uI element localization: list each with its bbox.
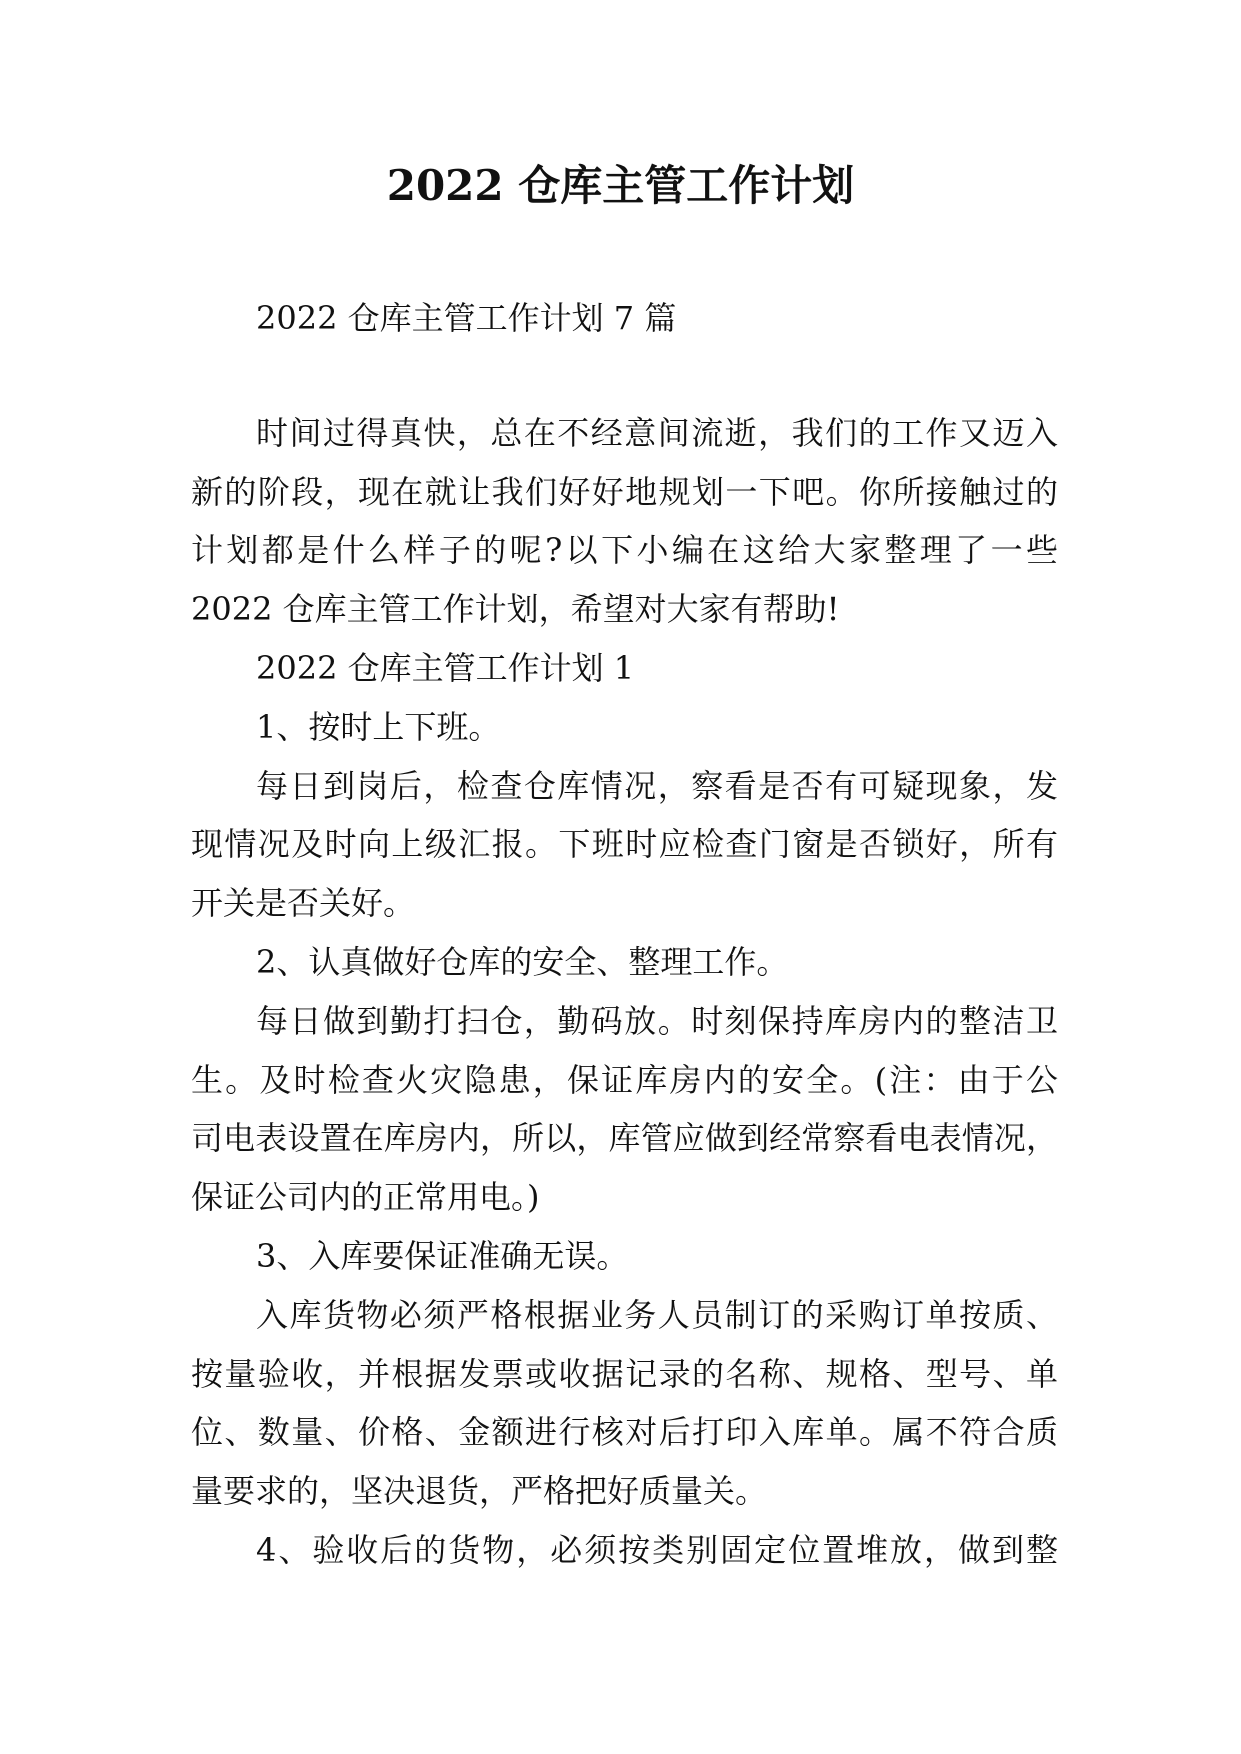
paragraph <box>191 757 1058 933</box>
section-heading <box>191 639 1058 698</box>
text-line: 每日做到勤打扫仓，勤码放。时刻保持库房内的整洁卫 <box>256 1001 1058 1040</box>
text-line: 计划都是什么样子的呢?以下小编在这给大家整理了一些 <box>191 531 1058 570</box>
document-title: 2022 仓库主管工作计划 <box>386 161 855 210</box>
text-line: 3、入库要保证准确无误。 <box>256 1236 629 1275</box>
text-line: 现情况及时向上级汇报。下班时应检查门窗是否锁好，所有 <box>191 825 1058 864</box>
item-heading <box>191 933 1058 992</box>
document-subtitle: 2022 仓库主管工作计划 7 篇 <box>256 299 677 337</box>
paragraph <box>191 1286 1058 1521</box>
text-line: 保证公司内的正常用电。) <box>191 1178 540 1217</box>
paragraph <box>191 992 1058 1227</box>
text-line: 时间过得真快，总在不经意间流逝，我们的工作又迈入 <box>256 413 1058 452</box>
text-line: 按量验收，并根据发票或收据记录的名称、规格、型号、单 <box>191 1354 1058 1393</box>
text-line: 1、按时上下班。 <box>256 707 501 746</box>
text-line: 量要求的，坚决退货，严格把好质量关。 <box>191 1472 768 1511</box>
text-line: 新的阶段，现在就让我们好好地规划一下吧。你所接触过的 <box>191 472 1058 511</box>
text-line: 2022 仓库主管工作计划，希望对大家有帮助! <box>191 590 840 629</box>
text-line: 位、数量、价格、金额进行核对后打印入库单。属不符合质 <box>191 1413 1058 1452</box>
text-line: 2、认真做好仓库的安全、整理工作。 <box>256 942 789 981</box>
text-line: 2022 仓库主管工作计划 1 <box>256 648 635 687</box>
document-body <box>191 289 1058 1580</box>
text-line: 入库货物必须严格根据业务人员制订的采购订单按质、 <box>256 1295 1058 1334</box>
text-line: 4、验收后的货物，必须按类别固定位置堆放，做到整 <box>256 1530 1058 1569</box>
item-heading <box>191 1521 1058 1580</box>
item-heading <box>191 698 1058 757</box>
text-line: 每日到岗后，检查仓库情况，察看是否有可疑现象，发 <box>256 766 1058 805</box>
text-line: 生。及时检查火灾隐患，保证库房内的安全。(注：由于公 <box>191 1060 1058 1099</box>
text-line: 司电表设置在库房内，所以，库管应做到经常察看电表情况， <box>191 1119 1058 1158</box>
item-heading <box>191 1227 1058 1286</box>
text-line: 开关是否关好。 <box>191 884 416 923</box>
paragraph-intro <box>191 404 1058 639</box>
